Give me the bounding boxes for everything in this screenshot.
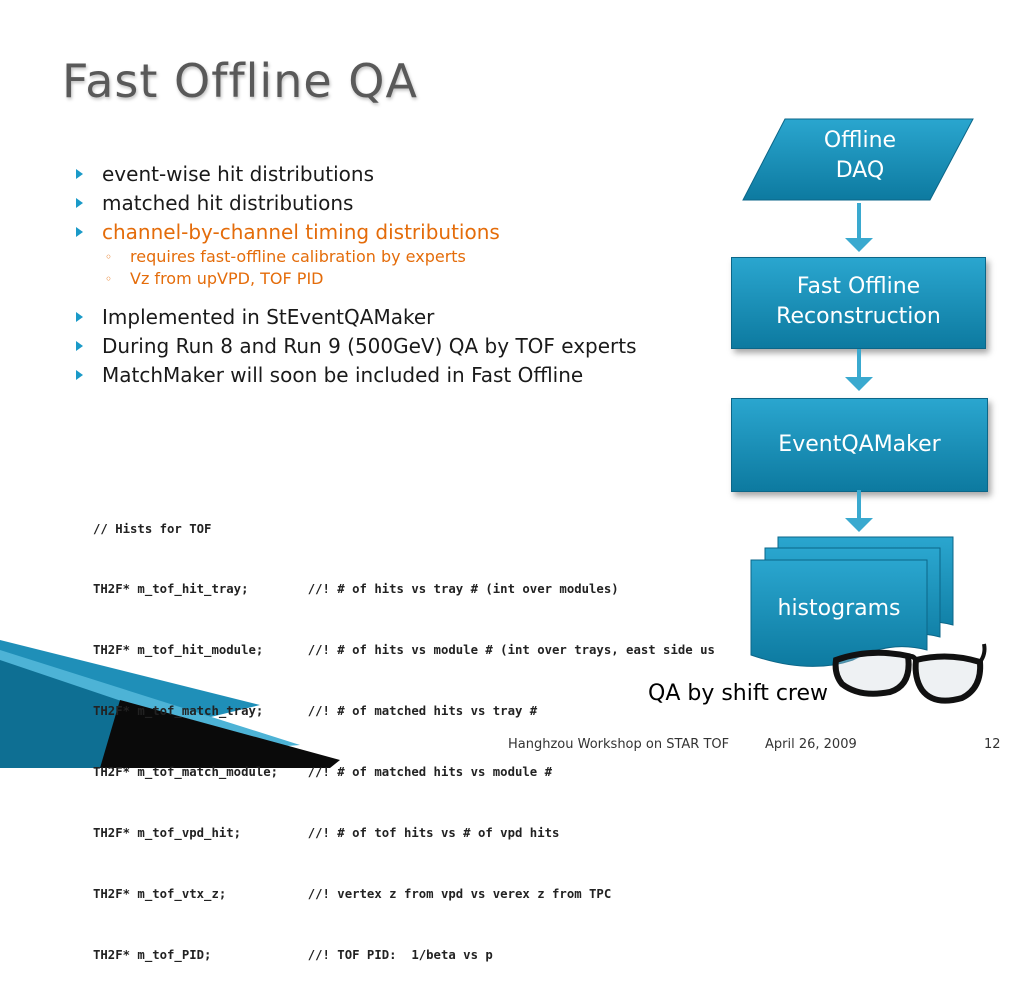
bullet-arrow-icon (76, 312, 83, 322)
footer-page-number: 12 (984, 737, 1001, 752)
fast-offline-reconstruction-box: Fast Offline Reconstruction (731, 257, 986, 349)
daq-label: Offline DAQ (823, 128, 897, 183)
subbullet-circle-icon: ◦ (105, 250, 113, 264)
code-line: TH2F* m_tof_match_tray; //! # of matched hits vs tray # (93, 704, 538, 719)
bullet-arrow-icon (76, 227, 83, 237)
bullet-implemented: Implemented in StEventQAMaker (72, 306, 672, 329)
subbullet-calibration: ◦ requires fast-offline calibration by experts (105, 247, 466, 266)
subbullet-circle-icon: ◦ (105, 272, 113, 286)
code-line: TH2F* m_tof_hit_module; //! # of hits vs module # (int over trays, east side us (93, 643, 715, 658)
code-line: TH2F* m_tof_PID; //! TOF PID: 1/beta vs p (93, 947, 493, 962)
flow-arrow-head (845, 377, 873, 391)
flow-arrow-shaft (857, 490, 861, 520)
flow-arrow-shaft (857, 203, 861, 241)
subbullet-vz: ◦ Vz from upVPD, TOF PID (105, 269, 324, 288)
histograms-label: histograms (777, 596, 901, 621)
code-line: TH2F* m_tof_match_module; //! # of matched hits vs module # (93, 765, 553, 780)
bullet-event-wise: event-wise hit distributions (72, 163, 672, 186)
bullet-arrow-icon (76, 198, 83, 208)
bullet-list (72, 163, 672, 393)
caption-qa-shift-crew: QA by shift crew (648, 681, 829, 706)
code-line: TH2F* m_tof_vpd_hit; //! # of tof hits vs # of vpd hits (93, 826, 560, 841)
code-line: TH2F* m_tof_vtx_z; //! vertex z from vpd vs verex z from TPC (93, 886, 612, 901)
bullet-run8-run9: During Run 8 and Run 9 (500GeV) QA by TOF experts (72, 335, 662, 358)
code-snippet (93, 478, 715, 985)
bullet-matched-hit: matched hit distributions (72, 192, 672, 215)
flow-arrow-shaft (857, 349, 861, 379)
eventqamaker-box: EventQAMaker (731, 398, 988, 492)
bullet-timing: channel-by-channel timing distributions (72, 221, 672, 244)
flow-arrow-head (845, 518, 873, 532)
bullet-arrow-icon (76, 341, 83, 351)
footer-date: April 26, 2009 (765, 737, 857, 752)
slide-title: Fast Offline QA (62, 54, 418, 108)
bullet-arrow-icon (76, 169, 83, 179)
code-line: // Hists for TOF (93, 521, 212, 536)
code-line: TH2F* m_tof_hit_tray; //! # of hits vs tray # (int over modules) (93, 582, 619, 597)
eyeglasses-icon (830, 640, 990, 715)
bullet-matchmaker: MatchMaker will soon be included in Fast Offline (72, 364, 672, 387)
footer-event: Hanghzou Workshop on STAR TOF (508, 737, 730, 752)
bullet-arrow-icon (76, 370, 83, 380)
flow-arrow-head (845, 238, 873, 252)
